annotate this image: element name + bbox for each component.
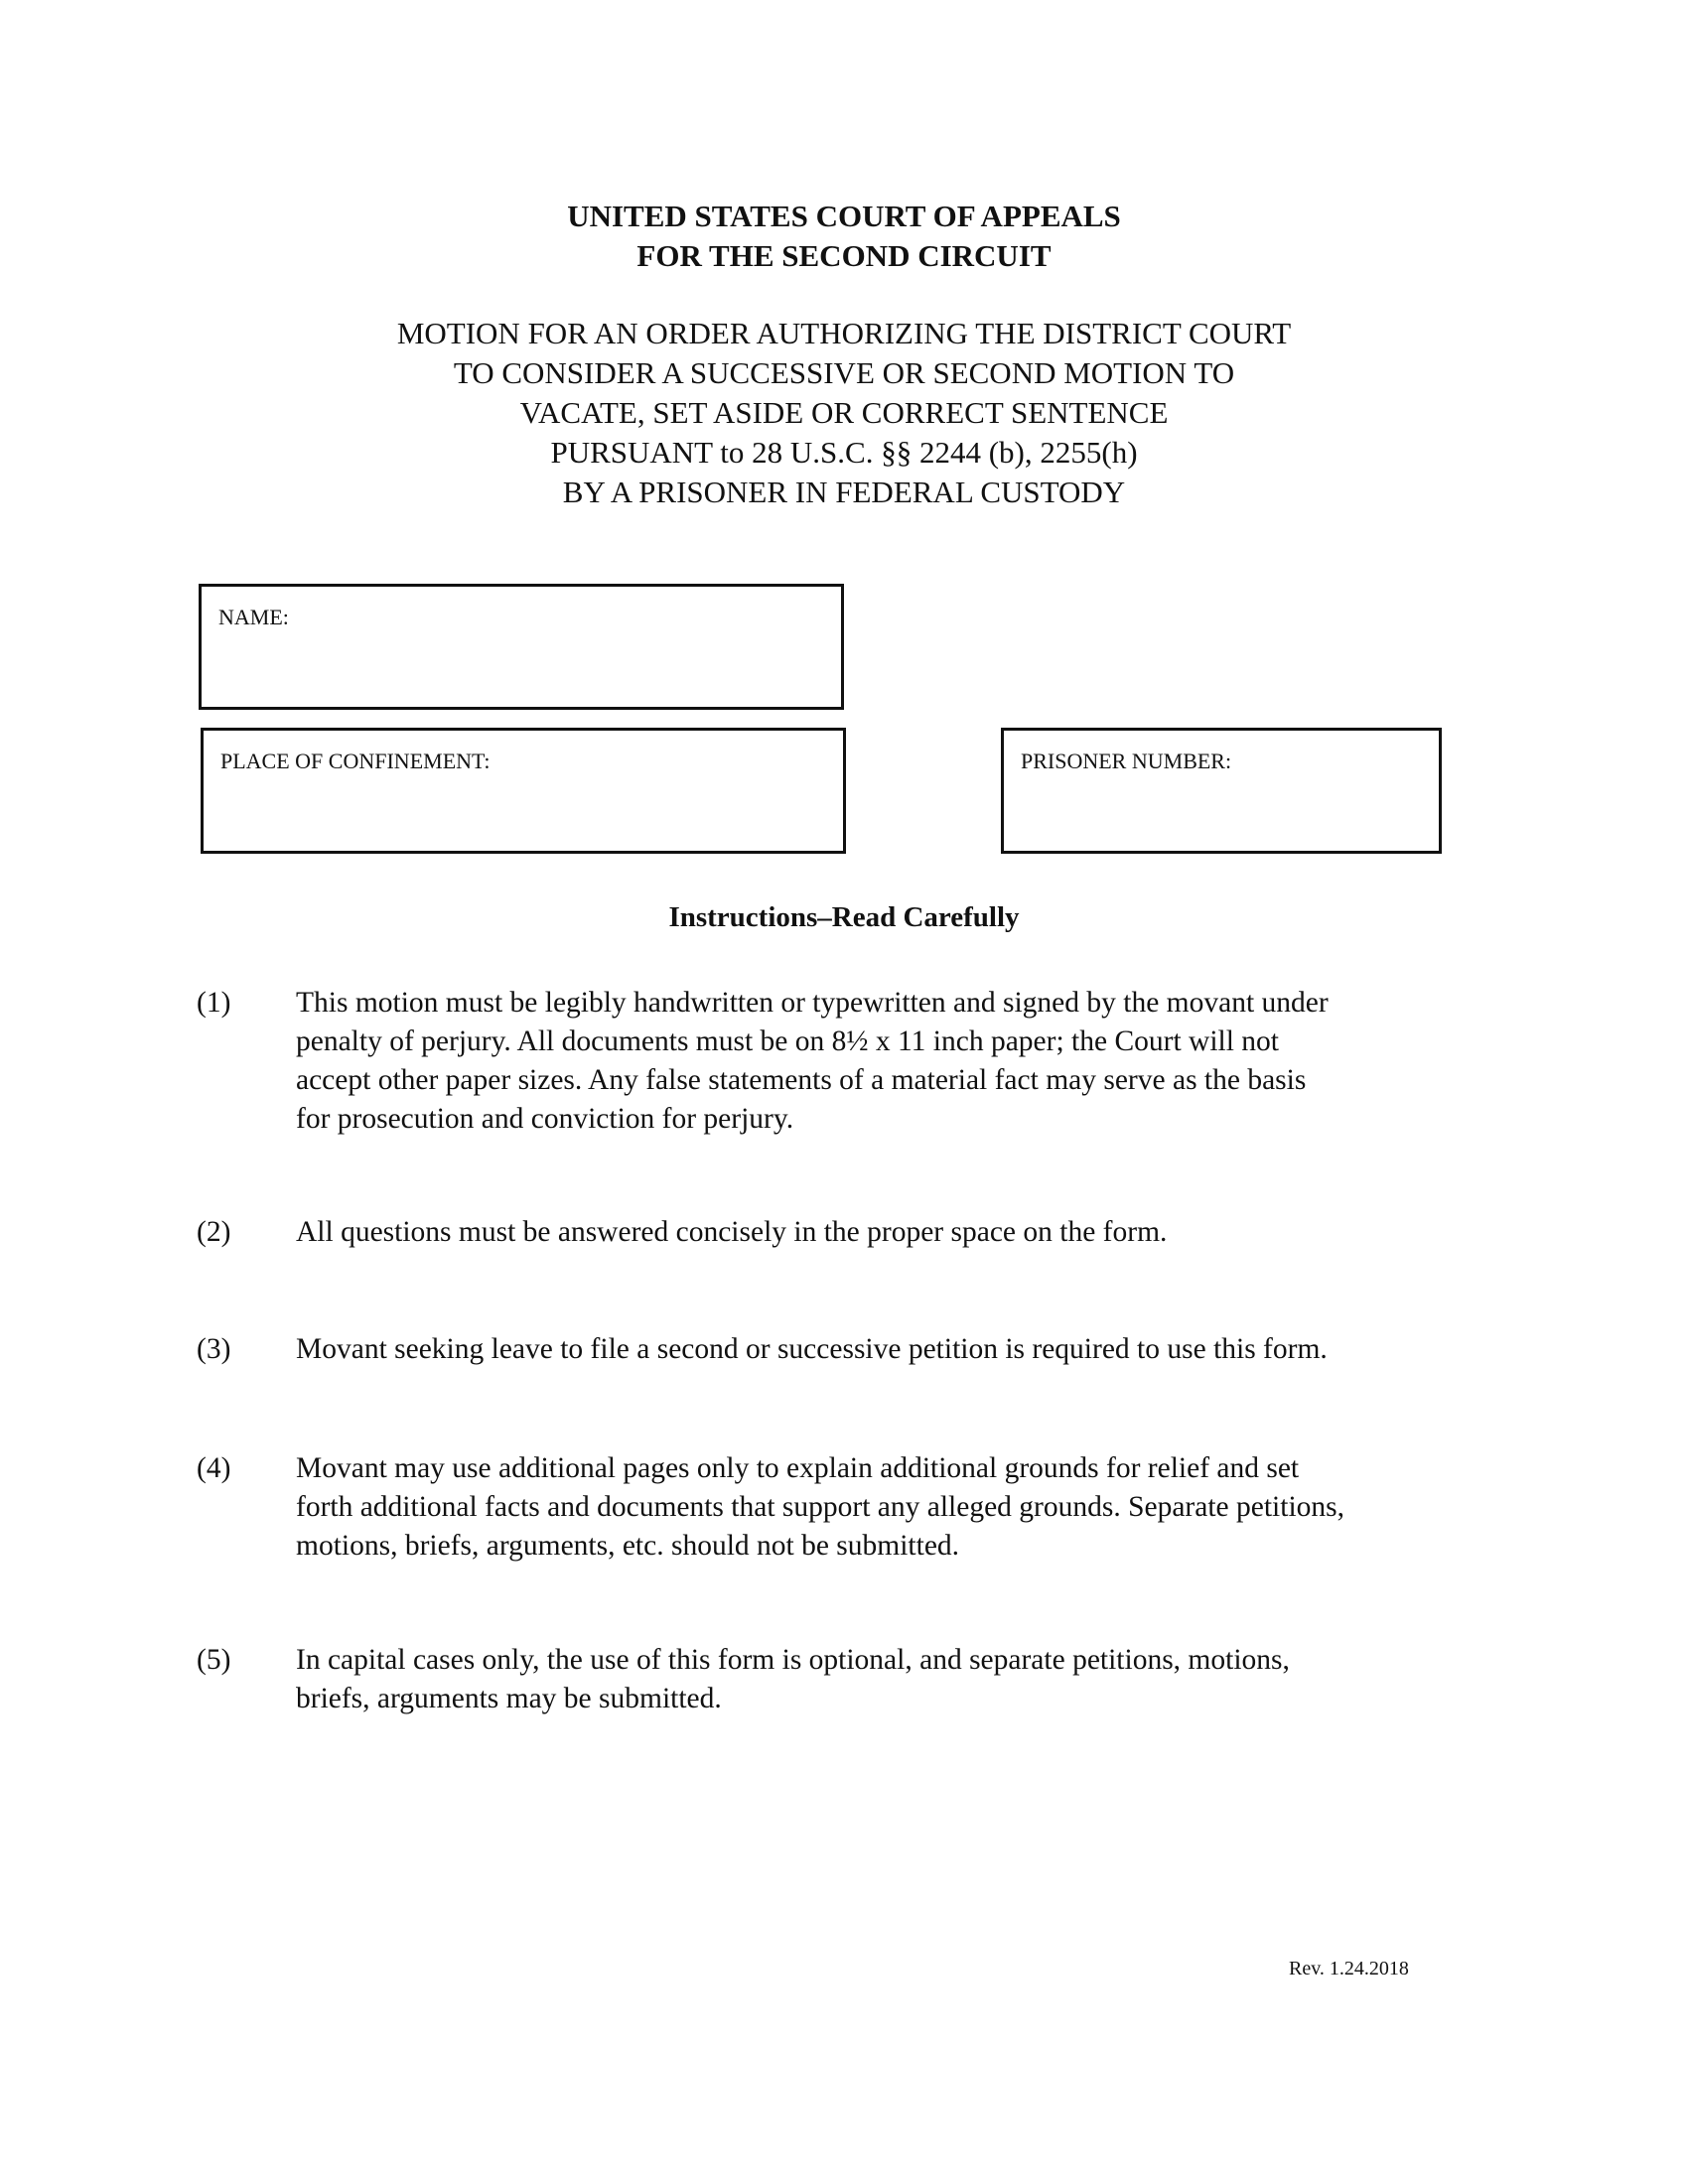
instruction-number: (3) (197, 1333, 231, 1365)
instruction-number: (5) (197, 1644, 231, 1676)
motion-title-line-2: TO CONSIDER A SUCCESSIVE OR SECOND MOTION TO (453, 355, 1235, 390)
instruction-line: for prosecution and conviction for perjury. (296, 1103, 794, 1135)
instruction-line: penalty of perjury. All documents must be on 8½ x 11 inch paper; the Court will not (296, 1025, 1279, 1057)
instruction-text (296, 1330, 1507, 1369)
motion-title-line-1: MOTION FOR AN ORDER AUTHORIZING THE DISTRICT COURT (396, 316, 1292, 350)
prisoner-number-value[interactable] (1021, 780, 1422, 806)
instruction-line: All questions must be answered concisely in the proper space on the form. (296, 1216, 1168, 1248)
instruction-line: briefs, arguments may be submitted. (296, 1683, 722, 1714)
instruction-number: (1) (197, 987, 231, 1019)
name-value[interactable] (218, 636, 824, 662)
prisoner-number-label: PRISONER NUMBER: (1021, 749, 1232, 773)
instruction-line: Movant may use additional pages only to explain additional grounds for relief and set (296, 1452, 1300, 1484)
instruction-number: (4) (197, 1452, 231, 1484)
instruction-line: Movant seeking leave to file a second or successive petition is required to use this form. (296, 1333, 1328, 1365)
instruction-line: accept other paper sizes. Any false statements of a material fact may serve as the basis (296, 1064, 1307, 1096)
motion-title (0, 314, 1688, 512)
instructions-heading: Instructions–Read Carefully (668, 901, 1020, 933)
instruction-text (296, 1213, 1507, 1252)
place-of-confinement-field[interactable] (201, 728, 846, 854)
instruction-text (296, 1449, 1507, 1566)
place-of-confinement-label: PLACE OF CONFINEMENT: (220, 749, 491, 773)
instruction-line: This motion must be legibly handwritten or typewritten and signed by the movant under (296, 987, 1329, 1019)
prisoner-number-field[interactable] (1001, 728, 1442, 854)
revision-date: Rev. 1.24.2018 (1289, 1958, 1409, 1979)
court-title-line-1: UNITED STATES COURT OF APPEALS (567, 199, 1121, 233)
instruction-line: In capital cases only, the use of this form is optional, and separate petitions, motions, (296, 1644, 1290, 1676)
instruction-text (296, 984, 1507, 1139)
instruction-text (296, 1641, 1507, 1718)
motion-title-line-3: VACATE, SET ASIDE OR CORRECT SENTENCE (519, 395, 1169, 430)
court-title (0, 197, 1688, 276)
instruction-number: (2) (197, 1216, 231, 1248)
motion-title-line-5: BY A PRISONER IN FEDERAL CUSTODY (562, 475, 1126, 509)
name-label: NAME: (218, 605, 289, 629)
court-title-line-2: FOR THE SECOND CIRCUIT (636, 238, 1052, 273)
motion-title-line-4: PURSUANT to 28 U.S.C. §§ 2244 (b), 2255(h) (550, 435, 1138, 470)
name-field[interactable] (199, 584, 844, 710)
place-of-confinement-value[interactable] (220, 780, 826, 806)
instruction-line: forth additional facts and documents that support any alleged grounds. Separate petitions, (296, 1491, 1344, 1523)
instruction-line: motions, briefs, arguments, etc. should not be submitted. (296, 1530, 960, 1562)
